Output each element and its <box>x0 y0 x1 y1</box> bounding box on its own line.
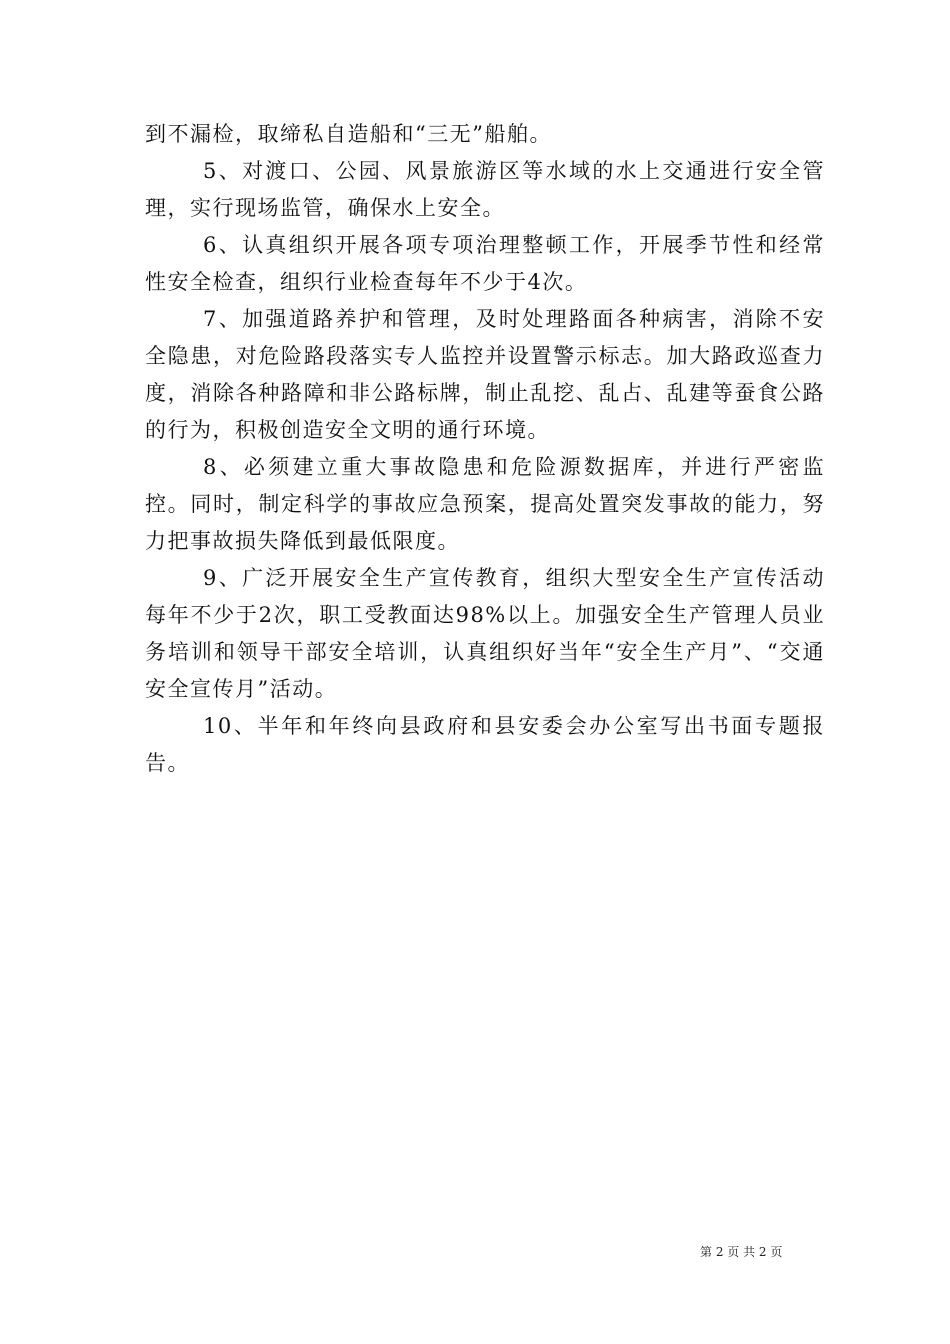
page-number-footer: 第 2 页 共 2 页 <box>700 1245 783 1259</box>
paragraph-item-7: 7、加强道路养护和管理，及时处理路面各种病害，消除不安全隐患，对危险路段落实专人监控并设置警示标志。加大路政巡查力度，消除各种路障和非公路标牌，制止乱挖、乱占、乱建等蚕食公路的行为，积极创造安全文明的通行环境。 <box>145 307 825 442</box>
document-body <box>145 116 825 782</box>
paragraph-item-10: 10、半年和年终向县政府和县安委会办公室写出书面专题报告。 <box>145 714 825 775</box>
paragraph-continuation: 到不漏检，取缔私自造船和“三无”船舶。 <box>145 122 552 146</box>
paragraph-item-5: 5、对渡口、公园、风景旅游区等水域的水上交通进行安全管理，实行现场监管，确保水上安全。 <box>145 159 825 220</box>
paragraph-item-6: 6、认真组织开展各项专项治理整顿工作，开展季节性和经常性安全检查，组织行业检查每年不少于4次。 <box>145 233 825 294</box>
paragraph-item-8: 8、必须建立重大事故隐患和危险源数据库，并进行严密监控。同时，制定科学的事故应急预案，提高处置突发事故的能力，努力把事故损失降低到最低限度。 <box>145 455 825 553</box>
paragraph-item-9: 9、广泛开展安全生产宣传教育，组织大型安全生产宣传活动每年不少于2次，职工受教面达98%以上。加强安全生产管理人员业务培训和领导干部安全培训，认真组织好当年“安全生产月”、“交通安全宣传月”活动。 <box>145 566 825 701</box>
